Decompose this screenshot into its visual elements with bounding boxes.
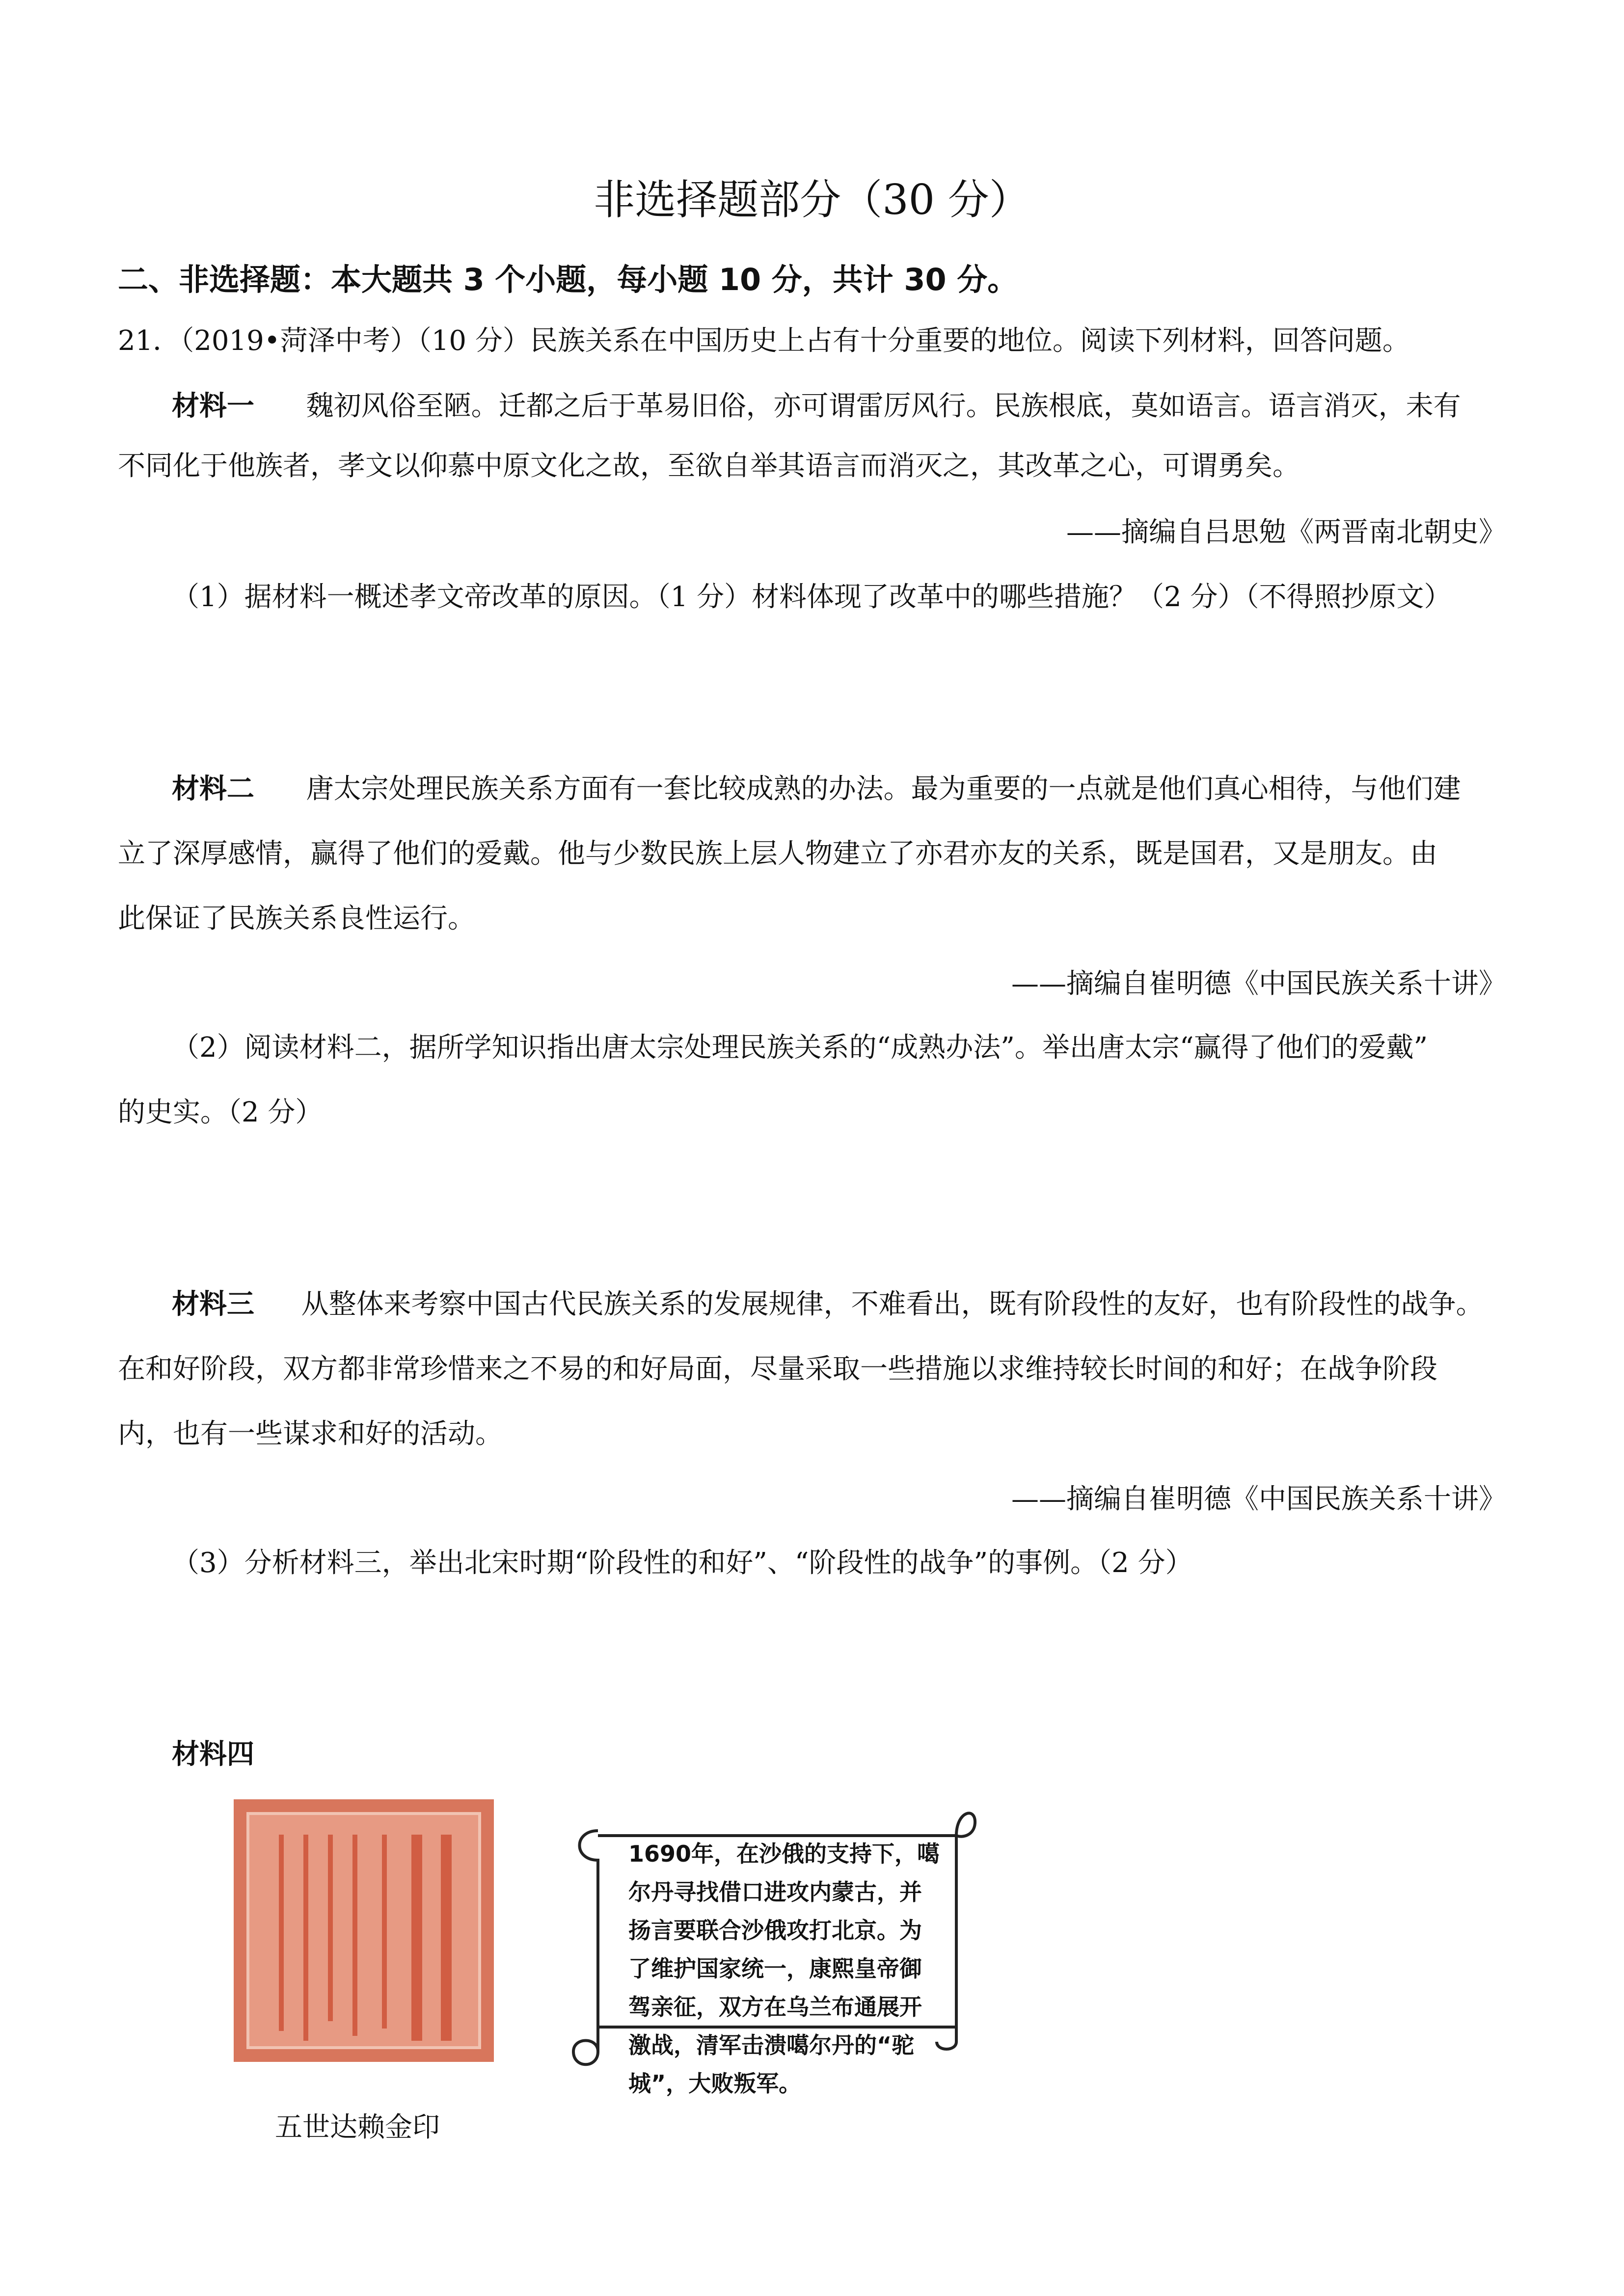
material2-source: ——摘编自崔明德《中国民族关系十讲》: [1011, 968, 1506, 1000]
seal-script-column: [303, 1835, 308, 2041]
seal-caption: 五世达赖金印: [275, 2111, 440, 2143]
material1-text-1: 魏初风俗至陋。迁都之后于革易旧俗，亦可谓雷厉风行。民族根底，莫如语言。语言消灭，未有: [306, 390, 1461, 422]
sub-question-1: （1）据材料一概述孝文帝改革的原因。（1 分）材料体现了改革中的哪些措施？（2 分）（不得照抄原文）: [172, 581, 1452, 613]
page-title: 非选择题部分（30 分）: [594, 176, 1030, 224]
seal-script-column: [441, 1835, 452, 2041]
material1-line1: [172, 373, 1461, 440]
section-heading: 二、非选择题：本大题共 3 个小题，每小题 10 分，共计 30 分。: [118, 262, 1018, 297]
seal-script-column: [382, 1835, 387, 2029]
material1-source: ——摘编自吕思勉《两晋南北朝史》: [1066, 516, 1506, 548]
dalai-lama-seal-image: [234, 1799, 494, 2062]
material2-line1: [172, 756, 1461, 823]
material2-label: 材料二: [172, 773, 254, 805]
material2-text-1: 唐太宗处理民族关系方面有一套比较成熟的办法。最为重要的一点就是他们真心相待，与他们建: [306, 773, 1461, 805]
sub-question-3: （3）分析材料三，举出北宋时期“阶段性的和好”、“阶段性的战争”的事例。（2 分）: [172, 1547, 1193, 1579]
material4-label: 材料四: [172, 1738, 254, 1770]
material3-line1: [172, 1271, 1484, 1338]
question-stem: 21．（2019•菏泽中考）（10 分）民族关系在中国历史上占有十分重要的地位。阅读下列材料，回答问题。: [118, 325, 1410, 357]
scroll-text: 1690年，在沙俄的支持下，噶尔丹寻找借口进攻内蒙古，并扬言要联合沙俄攻打北京。为了维护国家统一，康熙皇帝御驾亲征，双方在乌兰布通展开激战，清军击溃噶尔丹的“驼城”，大败叛军。: [628, 1841, 940, 2097]
seal-script-column: [411, 1835, 422, 2041]
material1-line2: 不同化于他族者，孝文以仰慕中原文化之故，至欲自举其语言而消灭之，其改革之心，可谓勇矣。: [118, 450, 1300, 482]
seal-script-column: [352, 1835, 357, 2036]
material3-text-1: 从整体来考察中国古代民族关系的发展规律，不难看出，既有阶段性的友好，也有阶段性的战争。: [301, 1288, 1484, 1320]
seal-script-column: [328, 1835, 333, 2021]
material3-line3: 内，也有一些谋求和好的活动。: [118, 1418, 503, 1450]
material2-line2: 立了深厚感情，赢得了他们的爱戴。他与少数民族上层人物建立了亦君亦友的关系，既是国君，又是朋友。由: [118, 838, 1437, 870]
seal-script-column: [279, 1835, 284, 2031]
seal-face: [246, 1812, 481, 2049]
material3-source: ——摘编自崔明德《中国民族关系十讲》: [1011, 1483, 1506, 1515]
material3-line2: 在和好阶段，双方都非常珍惜来之不易的和好局面，尽量采取一些措施以求维持较长时间的和好；在战争阶段: [118, 1353, 1437, 1385]
material3-label: 材料三: [172, 1288, 254, 1320]
sub-question-2-line1: （2）阅读材料二，据所学知识指出唐太宗处理民族关系的“成熟办法”。举出唐太宗“赢得了他们的爱戴”: [172, 1032, 1428, 1064]
material1-label: 材料一: [172, 390, 254, 422]
sub-question-2-line2: 的史实。（2 分）: [118, 1096, 323, 1128]
material2-line3: 此保证了民族关系良性运行。: [118, 903, 475, 934]
